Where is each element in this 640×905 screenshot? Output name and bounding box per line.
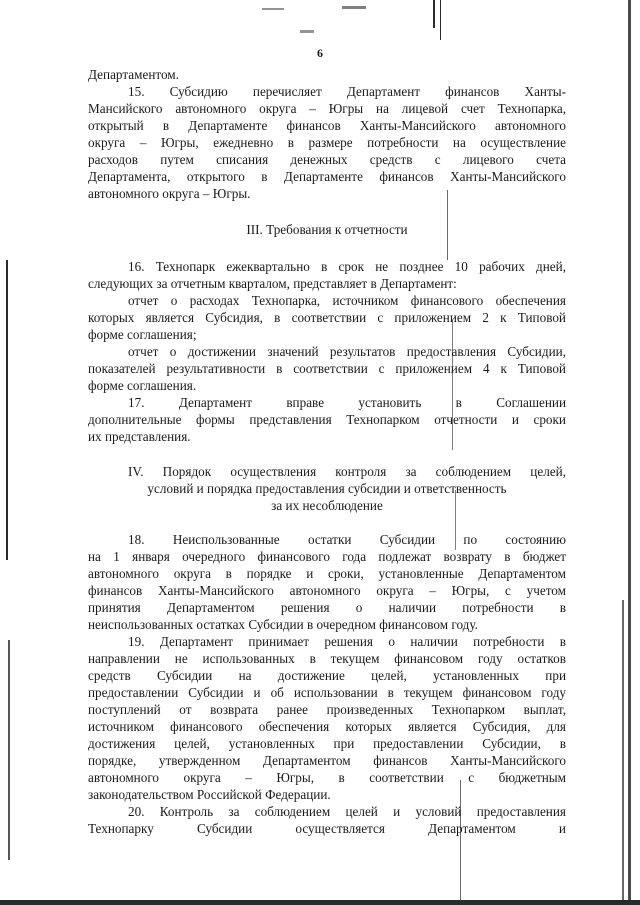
scan-artifact-right — [440, 0, 441, 40]
text-line: предоставлении Субсидии и об использовании в текущем финансовом году — [88, 685, 566, 700]
scan-artifact-edge — [622, 600, 624, 905]
text-line: автономного округа – Югры, в соответствии с бюджетным — [88, 770, 566, 785]
text-line: показателей результативности в соответствии с приложением 4 к Типовой — [88, 361, 566, 376]
text-line: Департаментом. — [88, 67, 179, 82]
text-line: форме соглашения; — [88, 327, 197, 342]
text-line: 20. Контроль за соблюдением целей и условий предоставления — [128, 804, 566, 819]
scan-artifact-left — [6, 260, 8, 560]
text-line: следующих за отчетным кварталом, представляет в Департамент: — [88, 276, 457, 291]
text-line: округа – Югры, ежедневно в размере потребности на осуществление — [88, 135, 566, 150]
scan-artifact-top — [342, 6, 366, 9]
text-line: 19. Департамент принимает решения о наличии потребности в — [128, 634, 566, 649]
text-line: на 1 января очередного финансового года подлежат возврату в бюджет — [88, 549, 566, 564]
text-line: порядке, утвержденном Департаментом финансов Ханты-Мансийского — [88, 753, 566, 768]
text-line: средств Субсидии на достижение целей, установленных при — [88, 668, 566, 683]
scan-artifact-left — [8, 640, 10, 860]
scan-artifact-top — [300, 30, 314, 33]
text-line: Департамента, открытого в Департаменте финансов Ханты-Мансийского — [88, 169, 566, 184]
scan-artifact-right — [433, 0, 435, 28]
text-line: форме соглашения. — [88, 378, 197, 393]
text-line: Технопарку Субсидии осуществляется Департаментом и — [88, 821, 566, 836]
section-heading: IV. Порядок осуществления контроля за соблюдением целей, — [128, 464, 566, 479]
text-line: дополнительные формы представления Технопарком отчетности и сроки — [88, 412, 566, 427]
text-line: 16. Технопарк ежеквартально в срок не позднее 10 рабочих дней, — [128, 259, 566, 274]
section-heading: за их несоблюдение — [271, 498, 383, 513]
text-line: 17. Департамент вправе установить в Соглашении — [128, 395, 566, 410]
text-line: которых является Субсидия, в соответствии с приложением 2 к Типовой — [88, 310, 566, 325]
scan-artifact-bottom — [0, 900, 640, 905]
section-heading: условий и порядка предоставления субсидии и ответственность — [147, 481, 507, 496]
text-line: законодательством Российской Федерации. — [88, 787, 331, 802]
text-line: направлении не использованных в текущем финансовом году остатков — [88, 651, 566, 666]
text-line: открытый в Департаменте финансов Ханты-Мансийского автономного — [88, 118, 566, 133]
text-line: отчет о расходах Технопарка, источником финансового обеспечения — [128, 293, 566, 308]
section-heading: III. Требования к отчетности — [246, 222, 408, 237]
text-line: 15. Субсидию перечисляет Департамент финансов Ханты- — [128, 84, 566, 99]
text-line: расходов путем списания денежных средств с лицевого счета — [88, 152, 566, 167]
text-line: их представления. — [88, 429, 191, 444]
text-line: 18. Неиспользованные остатки Субсидии по состоянию — [128, 532, 566, 547]
scan-artifact-edge — [628, 0, 631, 905]
text-line: Мансийского автономного округа – Югры на лицевой счет Технопарка, — [88, 101, 566, 116]
text-line: достижения целей, установленных при предоставлении Субсидии, в — [88, 736, 566, 751]
text-line: принятия Департаментом решения о наличии потребности в — [88, 600, 566, 615]
text-line: источником финансового обеспечения которых является Субсидия, для — [88, 719, 566, 734]
text-line: автономного округа – Югры. — [88, 186, 251, 201]
text-line: поступлений от возврата ранее произведенных Технопарком выплат, — [88, 702, 566, 717]
text-line: отчет о достижении значений результатов предоставления Субсидии, — [128, 344, 566, 359]
text-line: автономного округа в порядке и сроки, установленные Департаментом — [88, 566, 566, 581]
scan-artifact-top — [262, 8, 284, 10]
page-number: 6 — [317, 46, 323, 60]
text-line: финансов Ханты-Мансийского автономного округа – Югры, с учетом — [88, 583, 566, 598]
text-line: неиспользованных остатках Субсидии в очередном финансовом году. — [88, 617, 478, 632]
